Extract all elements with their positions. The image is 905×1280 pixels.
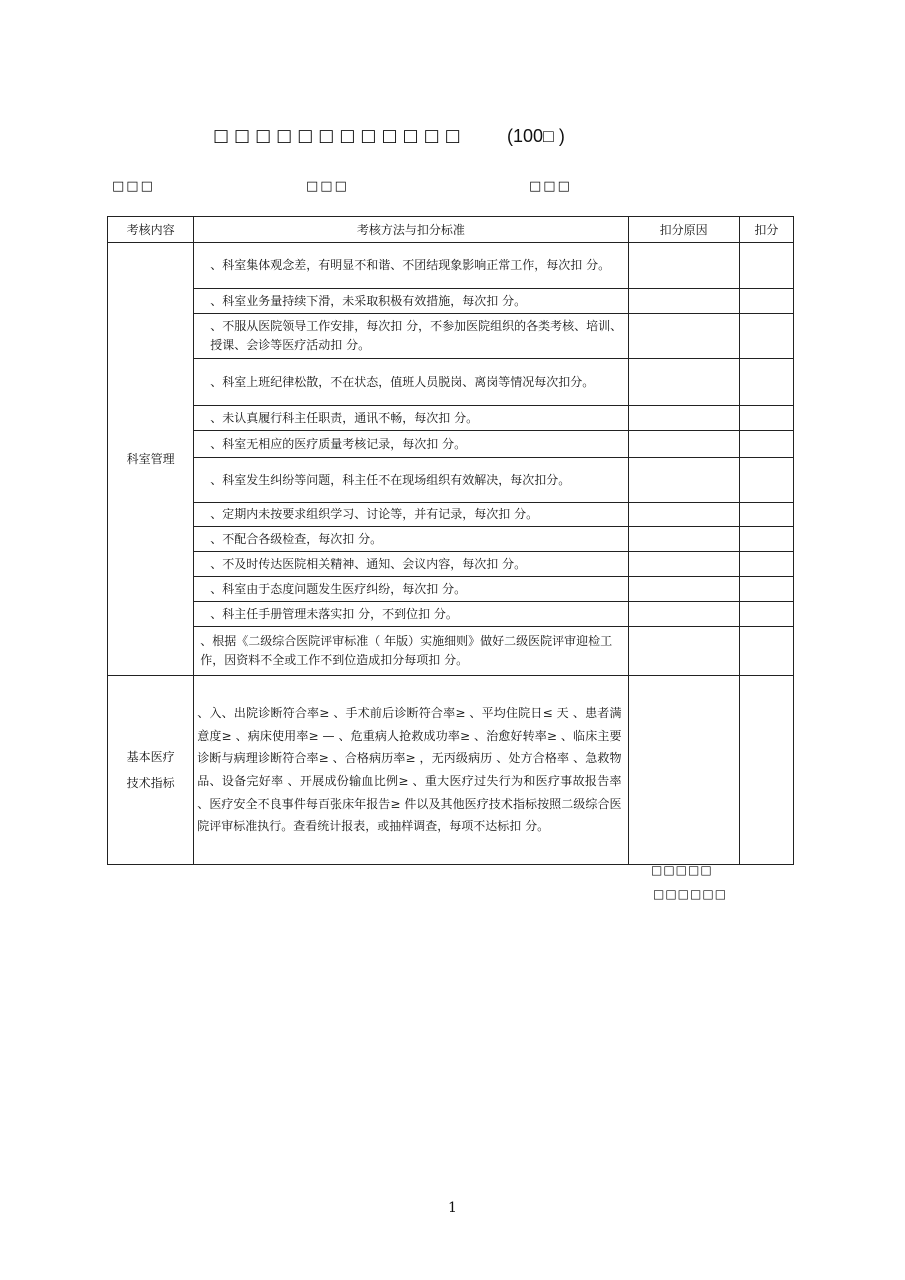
deduction-cell[interactable]: [739, 527, 793, 552]
table-cell-item: [194, 676, 628, 865]
reason-cell[interactable]: [628, 503, 739, 527]
signature-block: [651, 858, 727, 906]
reason-cell[interactable]: [628, 406, 739, 431]
table-row: [108, 458, 794, 503]
deduction-cell[interactable]: [739, 289, 793, 314]
signature-line: □□□□□□: [653, 887, 728, 901]
deduction-cell[interactable]: [739, 602, 793, 627]
item-text: 、科室业务量持续下滑，未采取积极有效措施，每次扣 分。: [210, 293, 527, 308]
page-number: 1: [448, 1200, 457, 1216]
reason-cell[interactable]: [628, 289, 739, 314]
deduction-cell[interactable]: [739, 676, 793, 865]
reason-cell[interactable]: [628, 431, 739, 458]
item-text: 、科室集体观念差，有明显不和谐、不团结现象影响正常工作，每次扣 分。: [210, 258, 611, 272]
column-header-deduction: 扣分: [739, 217, 793, 243]
column-header-method: 考核方法与扣分标准: [194, 217, 628, 243]
table-row: [108, 243, 794, 289]
item-text: 、不服从医院领导工作安排，每次扣 分，不参加医院组织的各类考核、培训、授课、会诊等医疗活动扣 分。: [210, 319, 623, 352]
info-field-2: □□□: [306, 179, 349, 194]
item-text: 、不配合各级检查，每次扣 分。: [210, 531, 383, 546]
table-header-row: [108, 217, 794, 243]
table-row: [108, 602, 794, 627]
table-row: [108, 431, 794, 458]
deduction-cell[interactable]: [739, 552, 793, 577]
info-row: [0, 179, 905, 199]
table-row: [108, 577, 794, 602]
table-row: [108, 289, 794, 314]
item-text: 、根据《二级综合医院评审标准（ 年版）实施细则》做好二级医院评审迎检工作，因资料不全或工作不到位造成扣分每项扣 分。: [200, 634, 613, 667]
title-row: [0, 126, 905, 154]
info-field-1: □□□: [112, 179, 155, 194]
column-header-content: 考核内容: [108, 217, 194, 243]
deduction-cell[interactable]: [739, 314, 793, 359]
table-row: [108, 676, 794, 865]
reason-cell[interactable]: [628, 676, 739, 865]
table-row: [108, 406, 794, 431]
reason-cell[interactable]: [628, 314, 739, 359]
item-text: 、定期内未按要求组织学习、讨论等，并有记录，每次扣 分。: [210, 507, 539, 521]
table-row: [108, 552, 794, 577]
deduction-cell[interactable]: [739, 431, 793, 458]
info-field-3: □□□: [529, 179, 572, 194]
deduction-cell[interactable]: [739, 627, 793, 676]
reason-cell[interactable]: [628, 359, 739, 406]
reason-cell[interactable]: [628, 243, 739, 289]
reason-cell[interactable]: [628, 527, 739, 552]
reason-cell[interactable]: [628, 627, 739, 676]
category-technical-indicators: [108, 676, 194, 865]
reason-cell[interactable]: [628, 458, 739, 503]
item-text: 、科室由于态度问题发生医疗纠纷，每次扣 分。: [210, 581, 467, 596]
item-text: 、科室发生纠纷等问题，科主任不在现场组织有效解决，每次扣分。: [210, 472, 571, 487]
table-cell-item: [194, 602, 628, 627]
reason-cell[interactable]: [628, 577, 739, 602]
table-cell-item: [194, 552, 628, 577]
item-text: 、科室上班纪律松散，不在状态，值班人员脱岗、离岗等情况每次扣分。: [210, 374, 595, 389]
table-cell-item: [194, 503, 628, 527]
table-row: [108, 527, 794, 552]
table-cell-item: [194, 243, 628, 289]
page-title: □□□□□□□□□□□□: [213, 126, 466, 146]
deduction-cell[interactable]: [739, 359, 793, 406]
table-cell-item: [194, 314, 628, 359]
table-cell-item: [194, 627, 628, 676]
table-cell-item: [194, 289, 628, 314]
item-text: 、未认真履行科主任职责，通讯不畅，每次扣 分。: [210, 410, 479, 425]
deduction-cell[interactable]: [739, 458, 793, 503]
deduction-cell[interactable]: [739, 577, 793, 602]
table-cell-item: [194, 458, 628, 503]
table-cell-item: [194, 406, 628, 431]
category-management: 科室管理: [108, 243, 194, 676]
item-text: 、科主任手册管理未落实扣 分，不到位扣 分。: [210, 606, 458, 621]
category-line: 基本医疗: [126, 750, 175, 764]
deduction-cell[interactable]: [739, 243, 793, 289]
item-text: 、不及时传达医院相关精神、通知、会议内容，每次扣 分。: [210, 556, 527, 571]
assessment-table: [107, 216, 794, 865]
deduction-cell[interactable]: [739, 406, 793, 431]
table-row: [108, 503, 794, 527]
table-row: [108, 627, 794, 676]
table-row: [108, 359, 794, 406]
item-text: 、入、出院诊断符合率≥ 、手术前后诊断符合率≥ 、平均住院日≤ 天 、患者满意度≥ 、病床使用率≥ — 、危重病人抢救成功率≥ 、治愈好转率≥ 、临床主要诊断与病理诊断符合率≥ 、合格病历率≥ ，无丙级病历 、处方合格率 、急救物品、设备完好率 、开展成份输血比例≥ 、重大医疗过失行为和医疗事故报告率 、医疗安全不良事件每百张床年报告≥ 件以及其他医疗技术指标按照二级综合医院评审标准执行。查看统计报表，或抽样调查，每项不达标扣 分。: [197, 706, 622, 834]
table-cell-item: [194, 527, 628, 552]
table-cell-item: [194, 359, 628, 406]
deduction-cell[interactable]: [739, 503, 793, 527]
column-header-reason: 扣分原因: [628, 217, 739, 243]
reason-cell[interactable]: [628, 552, 739, 577]
item-text: 、科室无相应的医疗质量考核记录，每次扣 分。: [210, 436, 467, 451]
total-score: (100□ ): [507, 126, 565, 146]
category-line: 技术指标: [126, 776, 175, 790]
table-cell-item: [194, 431, 628, 458]
table-cell-item: [194, 577, 628, 602]
reason-cell[interactable]: [628, 602, 739, 627]
signature-line: □□□□□: [651, 863, 713, 877]
table-row: [108, 314, 794, 359]
